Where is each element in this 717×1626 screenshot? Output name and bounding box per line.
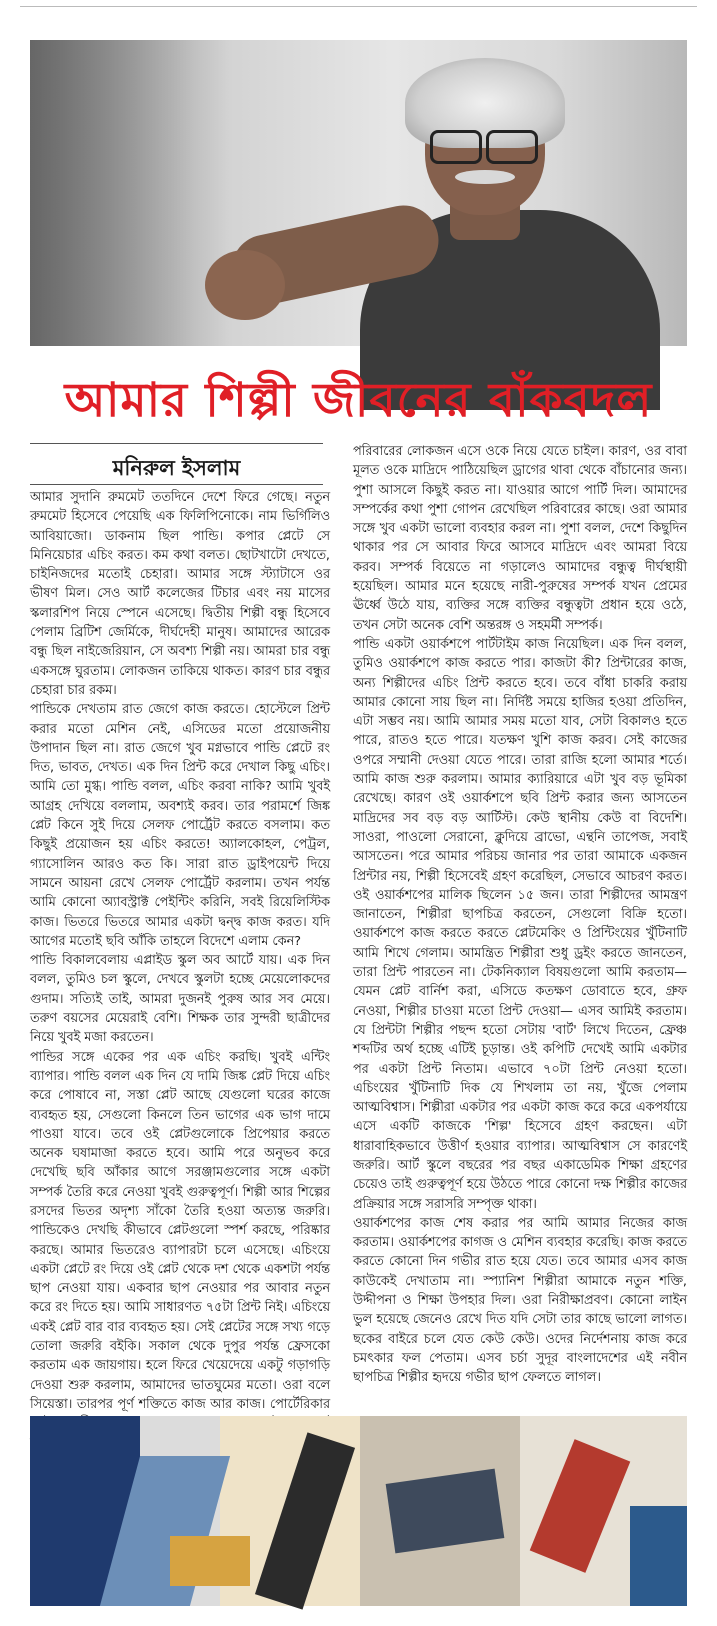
article-column-1 bbox=[30, 488, 330, 1412]
article-byline: মনিরুল ইসলাম bbox=[112, 455, 241, 480]
top-rule bbox=[20, 6, 697, 7]
paragraph: পান্ডিকে দেখতাম রাত জেগে কাজ করতে। হোস্টেলে প্রিন্ট করার মতো মেশিন নেই, এসিডের মতো প্রয়োজনীয় উপাদান ছিল না। রাত জেগে খুব মগ্নভাবে পান্ডি প্লেটে রং দিত, ভাবত, দেখত। এক দিন প্রিন্ট করে দেখাল কিছু এচিং। আমি তো মুগ্ধ। পান্ডি বলল, এচিং করবা নাকি? আমি খুবই আগ্রহ দেখিয়ে বললাম, অবশ্যই করব। তার পরামর্শে জিঙ্ক প্লেট কিনে সুই দিয়ে সেলফ পোর্ট্রেট করতে বসলাম। কত কিছুই প্রয়োজন হয় এচিং করতে! অ্যালকোহল, পেট্রল, গ্যাসোলিন আরও কত কি। সারা রাত ড্রাইপয়েন্ট দিয়ে সামনে আয়না রেখে সেলফ পোর্ট্রেট করলাম। তখন পর্যন্ত আমি কোনো অ্যাবস্ট্রাক্ট পেইন্টিং করিনি, সবই রিয়েলিস্টিক কাজ। ভিতরে ভিতরে আমার একটা দ্বন্দ্ব কাজ করত। যদি আগের মতোই ছবি আঁকি তাহলে বিদেশে এলাম কেন? bbox=[30, 702, 330, 949]
article-column-2 bbox=[353, 442, 687, 1410]
paragraph: ওয়ার্কশপের কাজ শেষ করার পর আমি আমার নিজের কাজ করতাম। ওয়ার্কশপের কাগজ ও মেশিন ব্যবহার করেছি। কাজ করতে করতে কোনো দিন গভীর রাত হয়ে যেত। তবে আমার এসব কাজ কাউকেই দেখাতাম না। স্প্যানিশ শিল্পীরা আমাকে নতুন শক্তি, উদ্দীপনা ও শিক্ষা উপহার দিল। ওরা নিরীক্ষাপ্রবণ। কোনো লাইন ভুল হয়েছে জেনেও রেখে দিত যদি সেটা তার কাছে ভালো লাগত। ছকের বাইরে চলে যেত কেউ কেউ। ওদের নির্দেশনায় কাজ করে চমৎকার ফল পেতাম। এসব চর্চা সুদূর বাংলাদেশের এই নবীন ছাপচিত্র শিল্পীর হৃদয়ে গভীর ছাপ ফেলতে লাগল। bbox=[353, 1215, 687, 1386]
photo-glasses bbox=[430, 130, 540, 160]
photo-pointing-hand bbox=[205, 250, 285, 320]
article-headline: আমার শিল্পী জীবনের বাঁকবদল bbox=[64, 373, 653, 428]
byline-rule-top bbox=[30, 443, 323, 444]
byline-rule-bottom bbox=[30, 484, 323, 485]
artist-photo bbox=[30, 40, 687, 346]
paragraph: আমার সুদানি রুমমেট ততদিনে দেশে ফিরে গেছে। নতুন রুমমেট হিসেবে পেয়েছি এক ফিলিপিনোকে। নাম ভির্গিলিও আবিয়াজো। ডাকনাম ছিল পান্ডি। কপার প্লেটে সে মিনিয়েচার এচিং করত। কম কথা বলত। ছোটখাটো দেখতে, চাইনিজদের মতোই চেহারা। আমার সঙ্গে স্ট্যাটাসে ওর ভীষণ মিল। সেও আর্ট কলেজের টিচার এবং নয় মাসের স্কলারশিপ নিয়ে স্পেনে এসেছে। দ্বিতীয় শিল্পী বন্ধু হিসেবে পেলাম ব্রিটিশ জের্মিকে, দীর্ঘদেহী মানুষ। আমাদের আরেক বন্ধু ছিল নাইজেরিয়ান, সে অবশ্য শিল্পী নয়। আমরা চার বন্ধু একসঙ্গে ঘুরতাম। লোকজন তাকিয়ে থাকত। কারণ চার বন্ধুর চেহারা চার রকম। bbox=[30, 490, 330, 698]
paragraph: পরিবারের লোকজন এসে ওকে নিয়ে যেতে চাইল। কারণ, ওর বাবা মূলত ওকে মাদ্রিদে পাঠিয়েছিল ড্রাগের থাবা থেকে বাঁচানোর জন্য। পুশা আসলে কিছুই করত না। যাওয়ার আগে পার্টি দিল। আমাদের সম্পর্কের কথা পুশা গোপন রেখেছিল পরিবারের কাছে। ওরা আমার সঙ্গে খুব একটা ভালো ব্যবহার করল না। পুশা বলল, দেশে কিছুদিন থাকার পর সে আবার ফিরে আসবে মাদ্রিদে এবং আমরা বিয়ে করব। সম্পর্ক বিয়েতে না গড়ালেও আমাদের বন্ধুত্ব দীর্ঘস্থায়ী হয়েছিল। আমার মনে হয়েছে নারী-পুরুষের সম্পর্ক যখন প্রেমের ঊর্ধ্বে উঠে যায়, ব্যক্তির সঙ্গে ব্যক্তির বন্ধুত্বটা প্রধান হয়ে ওঠে, তখন সেটা অনেক বেশি অন্তরঙ্গ ও সহমর্মী সম্পর্ক। bbox=[353, 444, 687, 633]
artwork-image bbox=[30, 1416, 687, 1606]
photo-moustache bbox=[455, 170, 515, 184]
article-page bbox=[20, 6, 697, 1620]
paragraph: পান্ডি বিকালবেলায় এপ্লাইড স্কুল অব আর্টে যায়। এক দিন বলল, তুমিও চল স্কুলে, দেখবে স্কুলটা হচ্ছে মেয়েলোকদের গুদাম। সত্যিই তাই, আমরা দুজনই পুরুষ আর সব মেয়ে। তরুণ বয়সের মেয়েরাই বেশি। শিক্ষক তার সুন্দরী ছাত্রীদের নিয়ে খুবই মজা করতেন। bbox=[30, 953, 330, 1046]
photo-shadow bbox=[30, 40, 230, 346]
paragraph: পান্ডির সঙ্গে একের পর এক এচিং করছি। খুবই এন্টিং ব্যাপার। পান্ডি বলল এক দিন যে দামি জিঙ্ক প্লেট দিয়ে এচিং করে পোষাবে না, সস্তা প্লেট আছে যেগুলো ঘরের কাজে ব্যবহৃত হয়, সেগুলো কিনলে তিন ভাগের এক ভাগ দামে পাওয়া যাবে। তবে ওই প্লেটগুলোকে প্রিপেয়ার করতে অনেক ঘষামাজা করতে হবে। আমি পরে অনুভব করে দেখেছি ছবি আঁকার আগে সরঞ্জামগুলোর সঙ্গে একটা সম্পর্ক তৈরি করে নেওয়া খুবই গুরুত্বপূর্ণ। শিল্পী আর শিল্পের রসদের ভিতর অদৃশ্য সাঁকো তৈরি হওয়া অত্যন্ত জরুরি। পান্ডিকেও দেখছি কীভাবে প্লেটগুলো স্পর্শ করছে, পরিষ্কার করছে। আমার ভিতরেও ব্যাপারটা চলে এসেছে। এচিংয়ে একটা প্লেটে রং দিয়ে ওই প্লেট থেকে দশ থেকে একশটা পর্যন্ত ছাপ নেওয়া যায়। একবার ছাপ নেওয়ার পর আবার নতুন করে রং দিতে হয়। আমি সাধারণত ৭৫টা প্রিন্ট নিই। এচিংয়ে একই প্লেট বার বার ব্যবহৃত হয়। সেই প্লেটের সঙ্গে সখ্য গড়ে তোলা জরুরি বইকি। সকাল থেকে দুপুর পর্যন্ত ফ্রেসকো করতাম এক জায়গায়। হলে ফিরে খেয়েদেয়ে একটু গড়াগড়ি দেওয়া শুরু করলাম, আমাদের ভাতঘুমের মতো। ওরা বলে সিয়েস্তা। তারপর পূর্ণ শক্তিতে কাজ আর কাজ। পোর্টেরিকার bbox=[30, 1049, 330, 1412]
paragraph: পান্ডি একটা ওয়ার্কশপে পার্টটাইম কাজ নিয়েছিল। এক দিন বলল, তুমিও ওয়ার্কশপে কাজ করতে পার। কাজটা কী? প্রিন্টারের কাজ, অন্য শিল্পীদের এচিং প্রিন্ট করতে হবে। তবে বাঁধা চাকরি করায় আমার কোনো সায় ছিল না। নির্দিষ্ট সময়ে হাজির হওয়া প্রতিদিন, এটা সম্ভব নয়। আমি আমার সময় মতো যাব, সেটা বিকালও হতে পারে, রাতও হতে পারে। যতক্ষণ খুশি কাজ করব। সেই কাজের ওপরে সম্মানী দেওয়া যেতে পারে। তারা রাজি হলো আমার শর্তে। আমি কাজ শুরু করলাম। আমার ক্যারিয়ারে এটা খুব বড় ভূমিকা রেখেছে। কারণ ওই ওয়ার্কশপে ছবি প্রিন্ট করার জন্য আসতেন মাদ্রিদের সব বড় বড় আর্টিস্ট। কেউ স্থানীয় কেউ বা বিদেশি। সাওরা, পাওলো সেরানো, ক্লুদিয়ে ব্রাভো, এন্থনি তাপেজ, সবাই আসতেন। পরে আমার পরিচয় জানার পর তারা আমাকে একজন প্রিন্টার নয়, শিল্পী হিসেবেই গ্রহণ করেছিল, সেভাবে আচরণ করত। ওই ওয়ার্কশপের মালিক ছিলেন ১৫ জন। তারা শিল্পীদের আমন্ত্রণ জানাতেন, শিল্পীরা ছাপচিত্র করতেন, সেগুলো বিক্রি হতো। ওয়ার্কশপে কাজ করতে করতে প্লেটমেকিং ও প্রিন্টিংয়ের খুঁটিনাটি আমি শিখে গেলাম। আমন্ত্রিত শিল্পীরা শুধু ড্রইং করতে জানতেন, তারা প্রিন্ট পারতেন না। টেকনিক্যাল বিষয়গুলো আমি করতাম— যেমন প্লেট বার্নিশ করা, এসিডে কতক্ষণ ডোবাতে হবে, গ্রুফ নেওয়া, শিল্পীর চাওয়া মতো প্রিন্ট দেওয়া— এসব আমিই করতাম। যে প্রিন্টটা শিল্পীর পছন্দ হতো সেটায় 'বার্ট' লিখে দিতেন, ফ্রেঞ্চ শব্দটির অর্থ হচ্ছে এটিই চূড়ান্ত। ওই কপিটি দেখেই আমি একটার পর একটা প্রিন্ট নিতাম। এভাবে ৭০টা প্রিন্ট নেওয়া হতো। এচিংয়ের খুঁটিনাটি দিক যে শিখলাম তা নয়, খুঁজে পেলাম আত্মবিশ্বাস। শিল্পীরা একটার পর একটা কাজ করে করে একপর্যায়ে এসে একটি কাজকে 'শিল্প' হিসেবে গ্রহণ করছেন। এটা ধারাবাহিকভাবে উত্তীর্ণ হওয়ার ব্যাপার। আত্মবিশ্বাস সে কারণেই জরুরি। আর্ট স্কুলে বছরের পর বছর একাডেমিক শিক্ষা গ্রহণের চেয়েও তাই গুরুত্বপূর্ণ হয়ে উঠতে পারে কোনো দক্ষ শিল্পীর কাজের প্রক্রিয়ার সঙ্গে সরাসরি সম্পৃক্ত থাকা। bbox=[353, 636, 687, 1212]
